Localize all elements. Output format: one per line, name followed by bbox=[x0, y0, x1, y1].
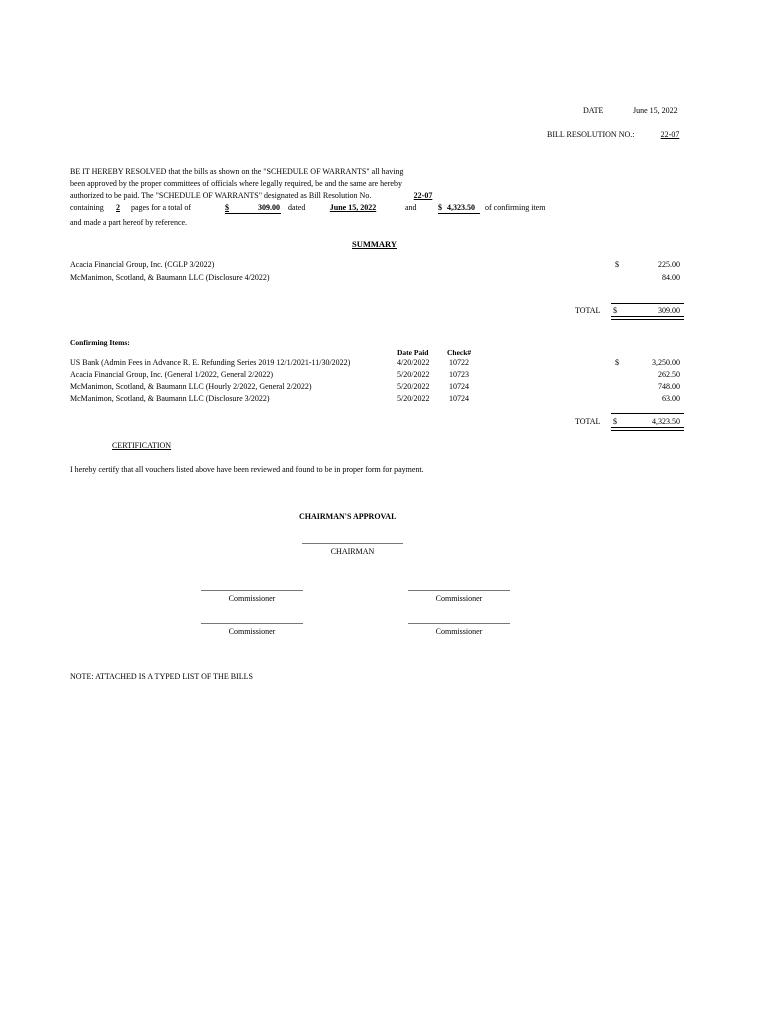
confirming-item-check: 10724 bbox=[449, 394, 469, 403]
resolution-line-1: BE IT HEREBY RESOLVED that the bills as shown on the "SCHEDULE OF WARRANTS" all having bbox=[70, 167, 404, 176]
summary-total-rule-top bbox=[611, 303, 684, 304]
confirming-item-date: 5/20/2022 bbox=[397, 370, 430, 379]
bill-resolution-label: BILL RESOLUTION NO.: bbox=[547, 130, 635, 139]
summary-item-amount: 84.00 bbox=[662, 273, 680, 282]
confirming-item-amount: 3,250.00 bbox=[652, 358, 680, 367]
resolution-total-underline bbox=[225, 213, 281, 214]
confirming-item-amount: 262.50 bbox=[658, 370, 680, 379]
commissioner-signature-line bbox=[408, 623, 510, 624]
confirming-item-date: 4/20/2022 bbox=[397, 358, 430, 367]
confirming-total-rule-bottom bbox=[611, 427, 684, 431]
confirming-total-rule-top bbox=[611, 413, 684, 414]
commissioner-label: Commissioner bbox=[435, 594, 483, 603]
confirming-item-label: US Bank (Admin Fees in Advance R. E. Refunding Series 2019 12/1/2021-11/30/2022) bbox=[70, 358, 351, 367]
summary-title: SUMMARY bbox=[352, 239, 398, 249]
summary-total-rule-bottom bbox=[611, 316, 684, 320]
summary-currency: $ bbox=[615, 260, 619, 269]
certification-title: CERTIFICATION bbox=[112, 441, 172, 450]
chairman-signature-line bbox=[302, 543, 403, 544]
confirm-total-underline bbox=[438, 213, 480, 214]
confirm-total: 4,323.50 bbox=[447, 203, 475, 212]
resolution-number: 22-07 bbox=[413, 191, 433, 200]
col-date-paid: Date Paid bbox=[397, 348, 429, 357]
confirming-item-check: 10722 bbox=[449, 358, 469, 367]
summary-total-currency: $ bbox=[613, 306, 617, 315]
pages-count: 2 bbox=[116, 203, 120, 212]
commissioner-label: Commissioner bbox=[435, 627, 483, 636]
of-confirming-label: of confirming item bbox=[485, 203, 546, 212]
resolution-line-3: authorized to be paid. The "SCHEDULE OF WARRANTS" designated as Bill Resolution No. bbox=[70, 191, 372, 200]
confirming-item-amount: 748.00 bbox=[658, 382, 680, 391]
date-value: June 15, 2022 bbox=[633, 106, 678, 115]
confirming-item-check: 10724 bbox=[449, 382, 469, 391]
certification-text: I hereby certify that all vouchers listed above have been reviewed and found to be in proper form for payment. bbox=[70, 465, 424, 474]
approval-title: CHAIRMAN'S APPROVAL bbox=[299, 512, 397, 521]
commissioner-signature-line bbox=[408, 590, 510, 591]
confirming-item-check: 10723 bbox=[449, 370, 469, 379]
and-label: and bbox=[405, 203, 417, 212]
resolution-line-2: been approved by the proper committees of officials where legally required, be and the same are hereby bbox=[70, 179, 402, 188]
bill-resolution-value: 22-07 bbox=[660, 130, 680, 139]
commissioner-label: Commissioner bbox=[228, 594, 276, 603]
resolution-line-5: and made a part hereof by reference. bbox=[70, 218, 188, 227]
resolution-date: June 15, 2022 bbox=[329, 203, 377, 212]
pages-text: pages for a total of bbox=[131, 203, 191, 212]
date-label: DATE bbox=[583, 106, 604, 115]
confirming-item-label: Acacia Financial Group, Inc. (General 1/2022, General 2/2022) bbox=[70, 370, 274, 379]
confirming-total-currency: $ bbox=[613, 417, 617, 426]
commissioner-signature-line bbox=[201, 623, 303, 624]
confirming-currency: $ bbox=[615, 358, 619, 367]
resolution-total: 309.00 bbox=[258, 203, 280, 212]
confirming-item-label: McManimon, Scotland, & Baumann LLC (Disclosure 3/2022) bbox=[70, 394, 270, 403]
confirming-item-date: 5/20/2022 bbox=[397, 394, 430, 403]
chairman-label: CHAIRMAN bbox=[330, 547, 375, 556]
resolution-currency: $ bbox=[225, 203, 229, 212]
note-text: NOTE: ATTACHED IS A TYPED LIST OF THE BILLS bbox=[70, 672, 253, 681]
summary-total: 309.00 bbox=[658, 306, 680, 315]
confirming-item-date: 5/20/2022 bbox=[397, 382, 430, 391]
summary-item-amount: 225.00 bbox=[658, 260, 680, 269]
summary-item-label: McManimon, Scotland, & Baumann LLC (Disclosure 4/2022) bbox=[70, 273, 270, 282]
col-check: Check# bbox=[447, 348, 472, 357]
confirming-item-amount: 63.00 bbox=[662, 394, 680, 403]
confirming-total: 4,323.50 bbox=[652, 417, 680, 426]
confirming-item-label: McManimon, Scotland, & Baumann LLC (Hourly 2/2022, General 2/2022) bbox=[70, 382, 312, 391]
summary-total-label: TOTAL bbox=[575, 306, 601, 315]
containing-label: containing bbox=[70, 203, 104, 212]
confirming-title: Confirming Items: bbox=[70, 338, 130, 347]
summary-item-label: Acacia Financial Group, Inc. (CGLP 3/2022) bbox=[70, 260, 215, 269]
confirm-currency: $ bbox=[438, 203, 442, 212]
dated-label: dated bbox=[288, 203, 306, 212]
commissioner-label: Commissioner bbox=[228, 627, 276, 636]
confirming-total-label: TOTAL bbox=[575, 417, 601, 426]
commissioner-signature-line bbox=[201, 590, 303, 591]
